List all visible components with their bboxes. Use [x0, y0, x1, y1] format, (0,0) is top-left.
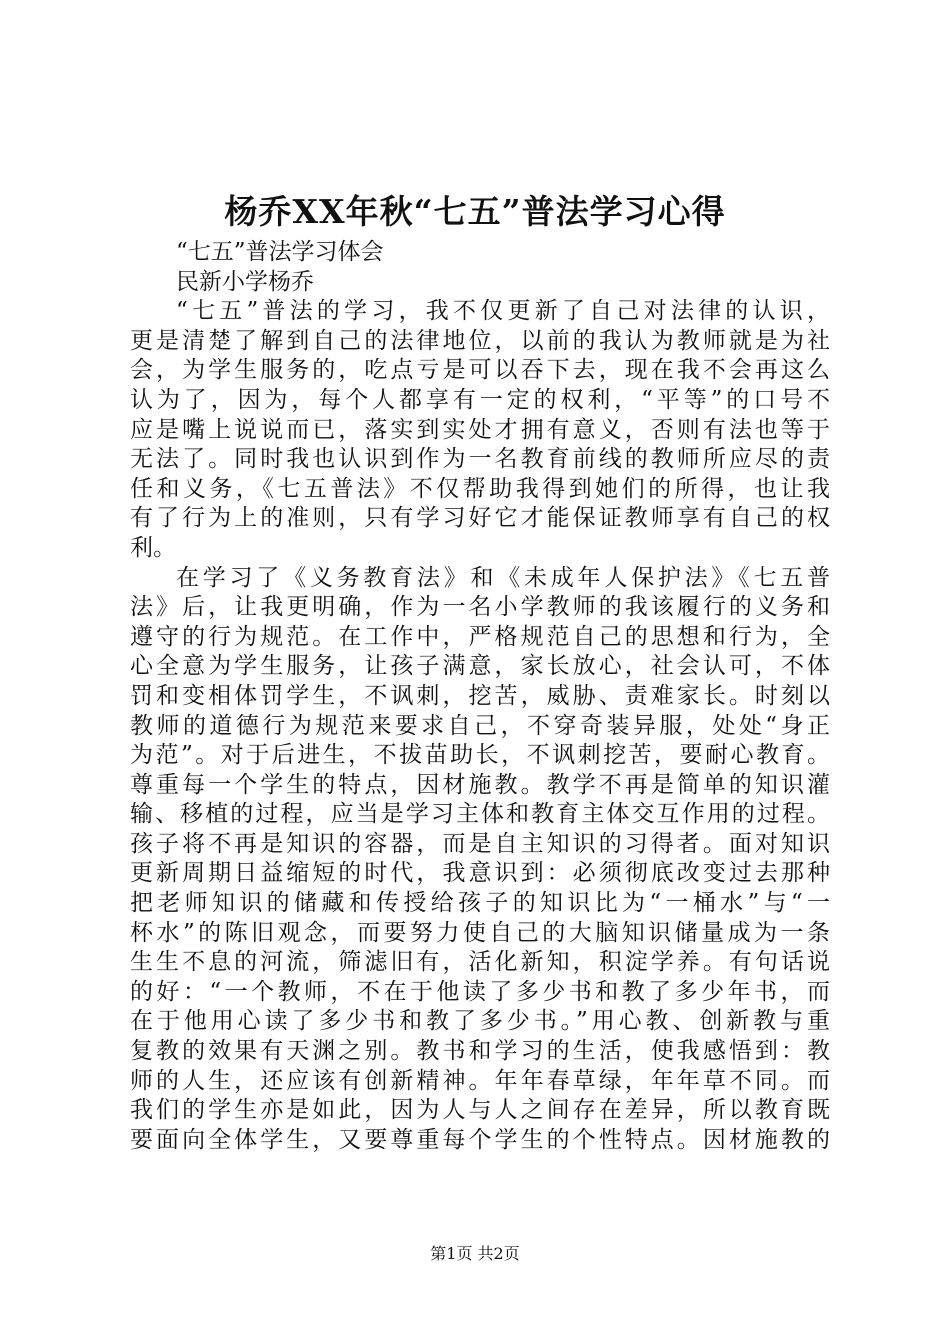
text-line: 孩子将不再是知识的容器，而是自主知识的习得者。面对知识	[130, 830, 830, 857]
text-line: 把老师知识的储藏和传授给孩子的知识比为“一桶水”与“一	[130, 890, 830, 917]
text-line: 在学习了《义务教育法》和《未成年人保护法》《七五普	[176, 564, 830, 591]
text-line: 有了行为上的准则，只有学习好它才能保证教师享有自己的权	[130, 505, 830, 532]
text-line: 尊重每一个学生的特点，因材施教。教学不再是简单的知识灌	[130, 771, 830, 798]
text-line: 遵守的行为规范。在工作中，严格规范自己的思想和行为，全	[130, 623, 830, 650]
text-line: 输、移植的过程，应当是学习主体和教育主体交互作用的过程。	[130, 801, 830, 828]
text-line: 复教的效果有天渊之别。教书和学习的生活，使我感悟到：教	[130, 1038, 830, 1065]
text-line: “七五”普法的学习，我不仅更新了自己对法律的认识，	[176, 298, 830, 325]
text-line: 生生不息的河流，筛滤旧有，活化新知，积淀学养。有句话说	[130, 949, 830, 976]
text-line: 利。	[130, 534, 176, 561]
text-line: 的好：“一个教师，不在于他读了多少书和教了多少年书，而	[130, 978, 830, 1005]
text-line: 更新周期日益缩短的时代，我意识到：必须彻底改变过去那种	[130, 860, 830, 887]
text-line: 杯水”的陈旧观念，而要努力使自己的大脑知识储量成为一条	[130, 919, 830, 946]
document-title: 杨乔XX年秋“七五”普法学习心得	[224, 192, 726, 231]
text-line: 任和义务，《七五普法》不仅帮助我得到她们的所得，也让我	[130, 475, 830, 502]
text-line: 在于他用心读了多少书和教了多少书。”用心教、创新教与重	[130, 1008, 830, 1035]
text-line: 为范”。对于后进生，不拔苗助长，不讽刺挖苦，要耐心教育。	[130, 742, 830, 769]
text-line: 罚和变相体罚学生，不讽刺，挖苦，威胁、责难家长。时刻以	[130, 682, 830, 709]
text-line: 师的人生，还应该有创新精神。年年春草绿，年年草不同。而	[130, 1067, 830, 1094]
text-line: 无法了。同时我也认识到作为一名教育前线的教师所应尽的责	[130, 446, 830, 473]
text-line: 心全意为学生服务，让孩子满意，家长放心，社会认可，不体	[130, 653, 830, 680]
text-line: 民新小学杨乔	[176, 268, 314, 295]
text-line: 法》后，让我更明确，作为一名小学教师的我该履行的义务和	[130, 594, 830, 621]
text-line: 认为了，因为，每个人都享有一定的权利，“平等”的口号不	[130, 386, 830, 413]
text-line: 更是清楚了解到自己的法律地位，以前的我认为教师就是为社	[130, 327, 830, 354]
text-line: 我们的学生亦是如此，因为人与人之间存在差异，所以教育既	[130, 1097, 830, 1124]
text-line: 教师的道德行为规范来要求自己，不穿奇装异服，处处“身正	[130, 712, 830, 739]
text-line: “七五”普法学习体会	[176, 239, 384, 265]
text-line: 应是嘴上说说而已，落实到实处才拥有意义，否则有法也等于	[130, 416, 830, 443]
document-body	[130, 238, 830, 1155]
text-line: 会，为学生服务的，吃点亏是可以吞下去，现在我不会再这么	[130, 357, 830, 384]
text-line: 要面向全体学生，又要尊重每个学生的个性特点。因材施教的	[130, 1126, 830, 1153]
page-footer: 第1页 共2页	[430, 1244, 520, 1263]
